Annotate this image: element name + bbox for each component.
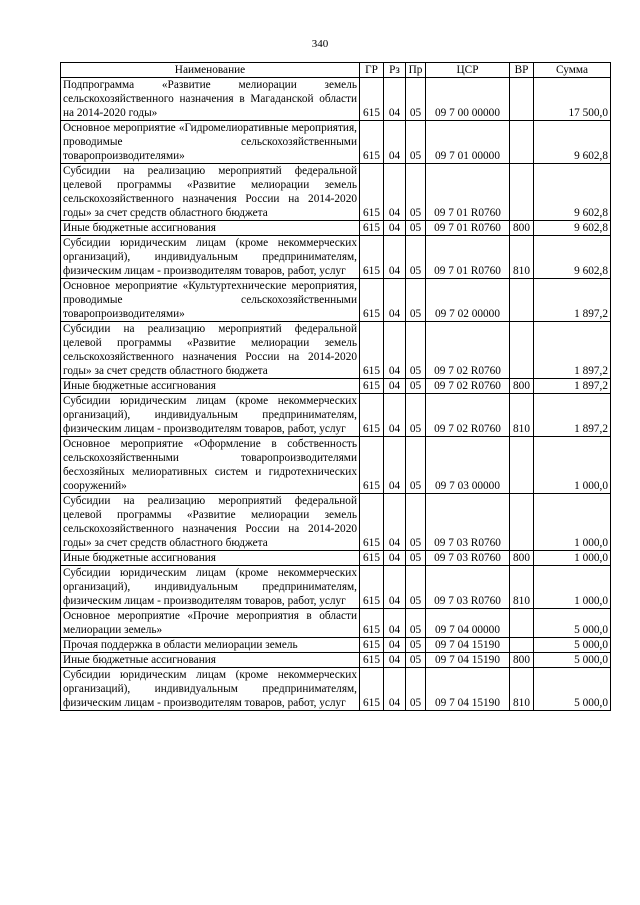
cell-pr: 05 — [406, 236, 426, 279]
cell-gr: 615 — [360, 668, 384, 711]
budget-table — [60, 62, 611, 711]
cell-gr: 615 — [360, 78, 384, 121]
cell-pr: 05 — [406, 379, 426, 394]
cell-vr — [510, 437, 534, 494]
cell-pr: 05 — [406, 221, 426, 236]
cell-gr: 615 — [360, 653, 384, 668]
cell-name: Прочая поддержка в области мелиорации земель — [61, 638, 360, 653]
table-row — [61, 221, 611, 236]
table-header-row — [61, 63, 611, 78]
table-row — [61, 494, 611, 551]
cell-vr: 800 — [510, 379, 534, 394]
cell-sum: 5 000,0 — [534, 653, 611, 668]
table-row — [61, 394, 611, 437]
table-row — [61, 78, 611, 121]
cell-sum: 17 500,0 — [534, 78, 611, 121]
cell-csr: 09 7 01 00000 — [426, 121, 510, 164]
table-row — [61, 121, 611, 164]
cell-csr: 09 7 03 R0760 — [426, 551, 510, 566]
cell-name: Субсидии на реализацию мероприятий федеральной целевой программы «Развитие мелиорации земель сельскохозяйственного назначения России на 2014-2020 годы» за счет средств областного бюджета — [61, 322, 360, 379]
cell-vr — [510, 121, 534, 164]
cell-vr — [510, 78, 534, 121]
cell-rz: 04 — [384, 437, 406, 494]
cell-name: Иные бюджетные ассигнования — [61, 379, 360, 394]
cell-csr: 09 7 04 00000 — [426, 609, 510, 638]
cell-rz: 04 — [384, 279, 406, 322]
cell-sum: 5 000,0 — [534, 668, 611, 711]
cell-sum: 1 000,0 — [534, 494, 611, 551]
cell-rz: 04 — [384, 322, 406, 379]
cell-pr: 05 — [406, 394, 426, 437]
cell-csr: 09 7 03 R0760 — [426, 566, 510, 609]
cell-csr: 09 7 03 R0760 — [426, 494, 510, 551]
cell-pr: 05 — [406, 668, 426, 711]
cell-sum: 1 897,2 — [534, 379, 611, 394]
cell-sum: 9 602,8 — [534, 121, 611, 164]
cell-sum: 1 000,0 — [534, 566, 611, 609]
cell-pr: 05 — [406, 494, 426, 551]
cell-csr: 09 7 02 R0760 — [426, 322, 510, 379]
cell-rz: 04 — [384, 221, 406, 236]
cell-gr: 615 — [360, 494, 384, 551]
cell-pr: 05 — [406, 638, 426, 653]
cell-sum: 5 000,0 — [534, 638, 611, 653]
cell-name: Основное мероприятие «Оформление в собственность сельскохозяйственными товаропроизводителями бесхозяйных мелиоративных систем и гидротехнических сооружений» — [61, 437, 360, 494]
cell-name: Основное мероприятие «Гидромелиоративные мероприятия, проводимые сельскохозяйственными товаропроизводителями» — [61, 121, 360, 164]
cell-rz: 04 — [384, 609, 406, 638]
cell-gr: 615 — [360, 164, 384, 221]
cell-pr: 05 — [406, 322, 426, 379]
table-row — [61, 164, 611, 221]
cell-csr: 09 7 02 00000 — [426, 279, 510, 322]
header-pr: Пр — [406, 63, 426, 78]
cell-csr: 09 7 02 R0760 — [426, 394, 510, 437]
cell-vr: 800 — [510, 221, 534, 236]
table-row — [61, 279, 611, 322]
cell-gr: 615 — [360, 638, 384, 653]
table-row — [61, 566, 611, 609]
cell-name: Субсидии юридическим лицам (кроме некоммерческих организаций), индивидуальным предпринимателям, физическим лицам - производителям товаров, работ, услуг — [61, 236, 360, 279]
cell-sum: 1 897,2 — [534, 322, 611, 379]
cell-csr: 09 7 01 R0760 — [426, 221, 510, 236]
table-row — [61, 437, 611, 494]
cell-sum: 1 897,2 — [534, 394, 611, 437]
header-sum: Сумма — [534, 63, 611, 78]
header-gr: ГР — [360, 63, 384, 78]
cell-pr: 05 — [406, 609, 426, 638]
cell-rz: 04 — [384, 164, 406, 221]
cell-pr: 05 — [406, 566, 426, 609]
cell-name: Иные бюджетные ассигнования — [61, 653, 360, 668]
cell-csr: 09 7 00 00000 — [426, 78, 510, 121]
table-row — [61, 322, 611, 379]
cell-vr — [510, 279, 534, 322]
cell-rz: 04 — [384, 638, 406, 653]
cell-vr: 810 — [510, 394, 534, 437]
cell-sum: 1 000,0 — [534, 437, 611, 494]
cell-csr: 09 7 04 15190 — [426, 668, 510, 711]
cell-name: Иные бюджетные ассигнования — [61, 221, 360, 236]
cell-pr: 05 — [406, 653, 426, 668]
cell-pr: 05 — [406, 78, 426, 121]
cell-name: Подпрограмма «Развитие мелиорации земель сельскохозяйственного назначения в Магаданской области на 2014-2020 годы» — [61, 78, 360, 121]
cell-rz: 04 — [384, 379, 406, 394]
cell-sum: 1 897,2 — [534, 279, 611, 322]
cell-vr: 810 — [510, 566, 534, 609]
cell-gr: 615 — [360, 394, 384, 437]
table-row — [61, 638, 611, 653]
cell-vr — [510, 494, 534, 551]
cell-vr: 800 — [510, 551, 534, 566]
cell-gr: 615 — [360, 121, 384, 164]
cell-sum: 9 602,8 — [534, 164, 611, 221]
cell-sum: 5 000,0 — [534, 609, 611, 638]
cell-csr: 09 7 01 R0760 — [426, 164, 510, 221]
table-row — [61, 609, 611, 638]
cell-gr: 615 — [360, 236, 384, 279]
cell-pr: 05 — [406, 164, 426, 221]
cell-csr: 09 7 03 00000 — [426, 437, 510, 494]
cell-vr — [510, 609, 534, 638]
cell-gr: 615 — [360, 566, 384, 609]
cell-pr: 05 — [406, 121, 426, 164]
cell-rz: 04 — [384, 121, 406, 164]
cell-csr: 09 7 04 15190 — [426, 653, 510, 668]
cell-vr — [510, 638, 534, 653]
table-row — [61, 653, 611, 668]
cell-vr: 810 — [510, 668, 534, 711]
cell-pr: 05 — [406, 437, 426, 494]
cell-sum: 9 602,8 — [534, 221, 611, 236]
cell-name: Основное мероприятие «Культуртехнические мероприятия, проводимые сельскохозяйственными товаропроизводителями» — [61, 279, 360, 322]
cell-sum: 1 000,0 — [534, 551, 611, 566]
cell-csr: 09 7 02 R0760 — [426, 379, 510, 394]
cell-csr: 09 7 04 15190 — [426, 638, 510, 653]
cell-name: Иные бюджетные ассигнования — [61, 551, 360, 566]
cell-pr: 05 — [406, 551, 426, 566]
cell-vr — [510, 322, 534, 379]
cell-name: Субсидии на реализацию мероприятий федеральной целевой программы «Развитие мелиорации земель сельскохозяйственного назначения России на 2014-2020 годы» за счет средств областного бюджета — [61, 164, 360, 221]
cell-rz: 04 — [384, 78, 406, 121]
header-name: Наименование — [61, 63, 360, 78]
cell-vr — [510, 164, 534, 221]
cell-pr: 05 — [406, 279, 426, 322]
cell-name: Субсидии на реализацию мероприятий федеральной целевой программы «Развитие мелиорации земель сельскохозяйственного назначения России на 2014-2020 годы» за счет средств областного бюджета — [61, 494, 360, 551]
cell-rz: 04 — [384, 566, 406, 609]
cell-gr: 615 — [360, 279, 384, 322]
cell-gr: 615 — [360, 379, 384, 394]
header-vr: ВР — [510, 63, 534, 78]
cell-gr: 615 — [360, 609, 384, 638]
page-number: 340 — [311, 38, 329, 50]
cell-gr: 615 — [360, 221, 384, 236]
cell-rz: 04 — [384, 551, 406, 566]
cell-name: Субсидии юридическим лицам (кроме некоммерческих организаций), индивидуальным предпринимателям, физическим лицам - производителям товаров, работ, услуг — [61, 566, 360, 609]
cell-rz: 04 — [384, 236, 406, 279]
cell-gr: 615 — [360, 437, 384, 494]
cell-rz: 04 — [384, 394, 406, 437]
table-row — [61, 551, 611, 566]
cell-vr: 810 — [510, 236, 534, 279]
cell-gr: 615 — [360, 322, 384, 379]
header-rz: Рз — [384, 63, 406, 78]
table-row — [61, 236, 611, 279]
cell-name: Субсидии юридическим лицам (кроме некоммерческих организаций), индивидуальным предпринимателям, физическим лицам - производителям товаров, работ, услуг — [61, 668, 360, 711]
cell-gr: 615 — [360, 551, 384, 566]
cell-sum: 9 602,8 — [534, 236, 611, 279]
table-row — [61, 668, 611, 711]
cell-rz: 04 — [384, 494, 406, 551]
cell-name: Субсидии юридическим лицам (кроме некоммерческих организаций), индивидуальным предпринимателям, физическим лицам - производителям товаров, работ, услуг — [61, 394, 360, 437]
cell-name: Основное мероприятие «Прочие мероприятия в области мелиорации земель» — [61, 609, 360, 638]
cell-csr: 09 7 01 R0760 — [426, 236, 510, 279]
table-row — [61, 379, 611, 394]
cell-vr: 800 — [510, 653, 534, 668]
header-csr: ЦСР — [426, 63, 510, 78]
cell-rz: 04 — [384, 668, 406, 711]
cell-rz: 04 — [384, 653, 406, 668]
